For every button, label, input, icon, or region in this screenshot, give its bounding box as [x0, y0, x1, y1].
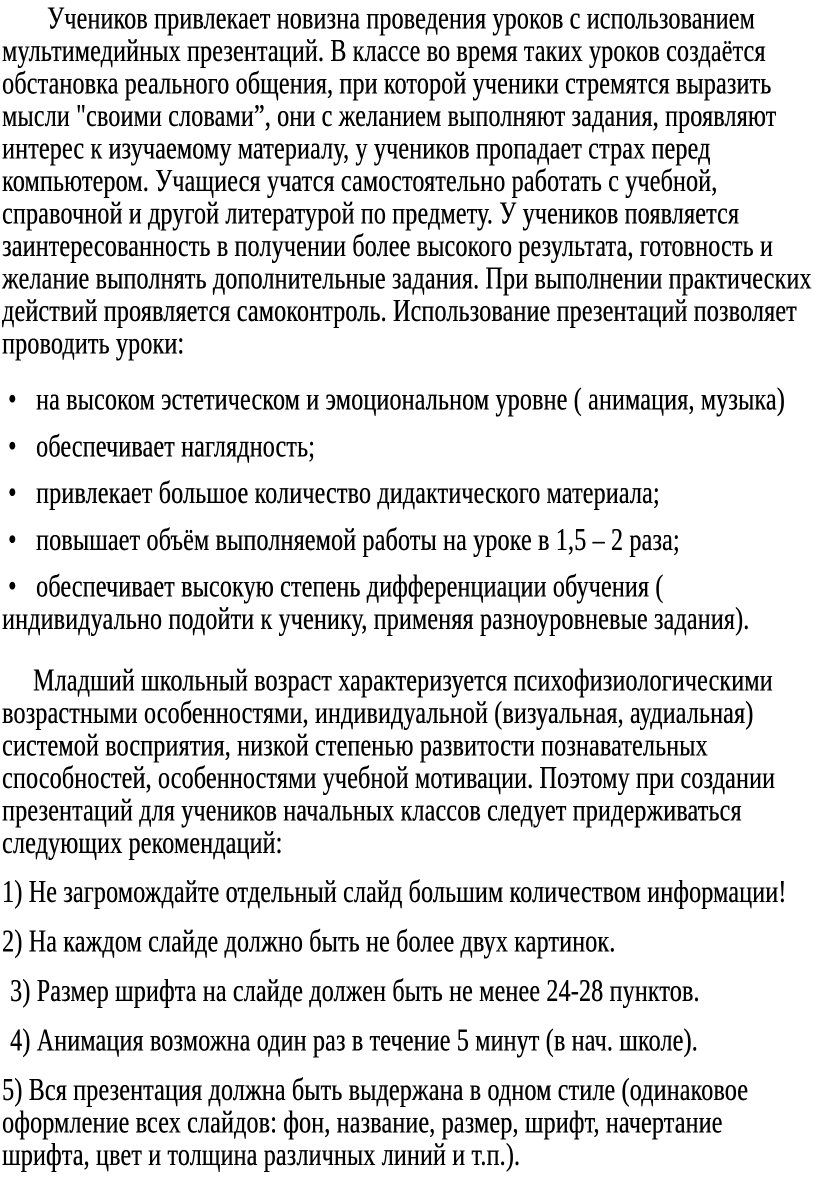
bullet-icon: •: [8, 383, 17, 418]
text-line: 1) Не загромождайте отдельный слайд большим количеством информации!: [2, 876, 787, 910]
bullet-list-item: [0, 385, 816, 418]
text-line: 3) Размер шрифта на слайде должен быть не менее 24-28 пунктов.: [10, 974, 700, 1009]
text-line: системой восприятия, низкой степенью развитости познавательных: [2, 729, 708, 764]
text-line: обеспечивает наглядность;: [36, 430, 315, 465]
paragraph-recommendations: [0, 666, 816, 861]
text-line: возрастными особенностями, индивидуальной (визуальная, аудиальная): [2, 696, 754, 731]
text-line: 2) На каждом слайде должно быть не более двух картинок.: [2, 925, 616, 960]
numbered-item: [0, 1026, 816, 1059]
numbered-item: [0, 1075, 816, 1173]
bullet-list-item: [0, 432, 816, 465]
paragraph-intro: [0, 4, 816, 362]
bullet-icon: •: [8, 430, 17, 465]
text-line: интерес к изучаемому материалу, у учеников пропадает страх перед: [2, 132, 711, 167]
text-line: следующих рекомендаций:: [2, 826, 283, 861]
text-line: Младший школьный возраст характеризуется психофизиологическими: [33, 664, 773, 699]
bullet-icon: •: [8, 477, 17, 511]
bullet-icon: •: [8, 570, 17, 605]
bullet-icon: •: [8, 523, 17, 558]
text-line: индивидуально подойти к ученику, применяя разноуровневые задания).: [2, 603, 750, 637]
text-line: желание выполнять дополнительные задания. При выполнении практических: [2, 262, 812, 297]
bullet-list-item: [0, 572, 816, 637]
bullet-list-item: [0, 525, 816, 558]
text-line: Учеников привлекает новизна проведения уроков с использованием: [47, 2, 755, 37]
text-line: оформление всех слайдов: фон, название, размер, шрифт, начертание: [2, 1106, 723, 1141]
text-line: справочной и другой литературой по предмету. У учеников появляется: [2, 197, 740, 232]
text-line: компьютером. Учащиеся учатся самостоятельно работать с учебной,: [2, 165, 718, 199]
text-line: повышает объём выполняемой работы на уроке в 1,5 – 2 раза;: [36, 523, 680, 558]
text-line: презентаций для учеников начальных классов следует придерживаться: [2, 794, 742, 829]
bullet-list-item: [0, 478, 816, 511]
text-line: заинтересованность в получении более высокого результата, готовность и: [2, 230, 773, 264]
text-line: способностей, особенностями учебной мотивации. Поэтому при создании: [2, 761, 776, 796]
text-line: обеспечивает высокую степень дифференциации обучения (: [36, 570, 664, 605]
numbered-item: [0, 877, 816, 910]
text-line: шрифта, цвет и толщина различных линий и т.п.).: [2, 1138, 521, 1173]
text-line: обстановка реального общения, при которой ученики стремятся выразить: [2, 67, 772, 102]
text-line: 5) Вся презентация должна быть выдержана в одном стиле (одинаковое: [2, 1073, 749, 1108]
text-line: действий проявляется самоконтроль. Использование презентаций позволяет: [2, 295, 797, 329]
text-line: мультимедийных презентаций. В классе во время таких уроков создаётся: [2, 35, 766, 69]
text-line: привлекает большое количество дидактического материала;: [36, 477, 660, 511]
text-line: проводить уроки:: [2, 327, 185, 362]
numbered-item: [0, 927, 816, 960]
text-line: мысли "своими словами”, они с желанием выполняют задания, проявляют: [2, 100, 777, 134]
text-line: 4) Анимация возможна один раз в течение 5 минут (в нач. школе).: [10, 1024, 698, 1059]
text-line: на высоком эстетическом и эмоциональном уровне ( анимация, музыка): [36, 383, 785, 418]
numbered-item: [0, 976, 816, 1009]
